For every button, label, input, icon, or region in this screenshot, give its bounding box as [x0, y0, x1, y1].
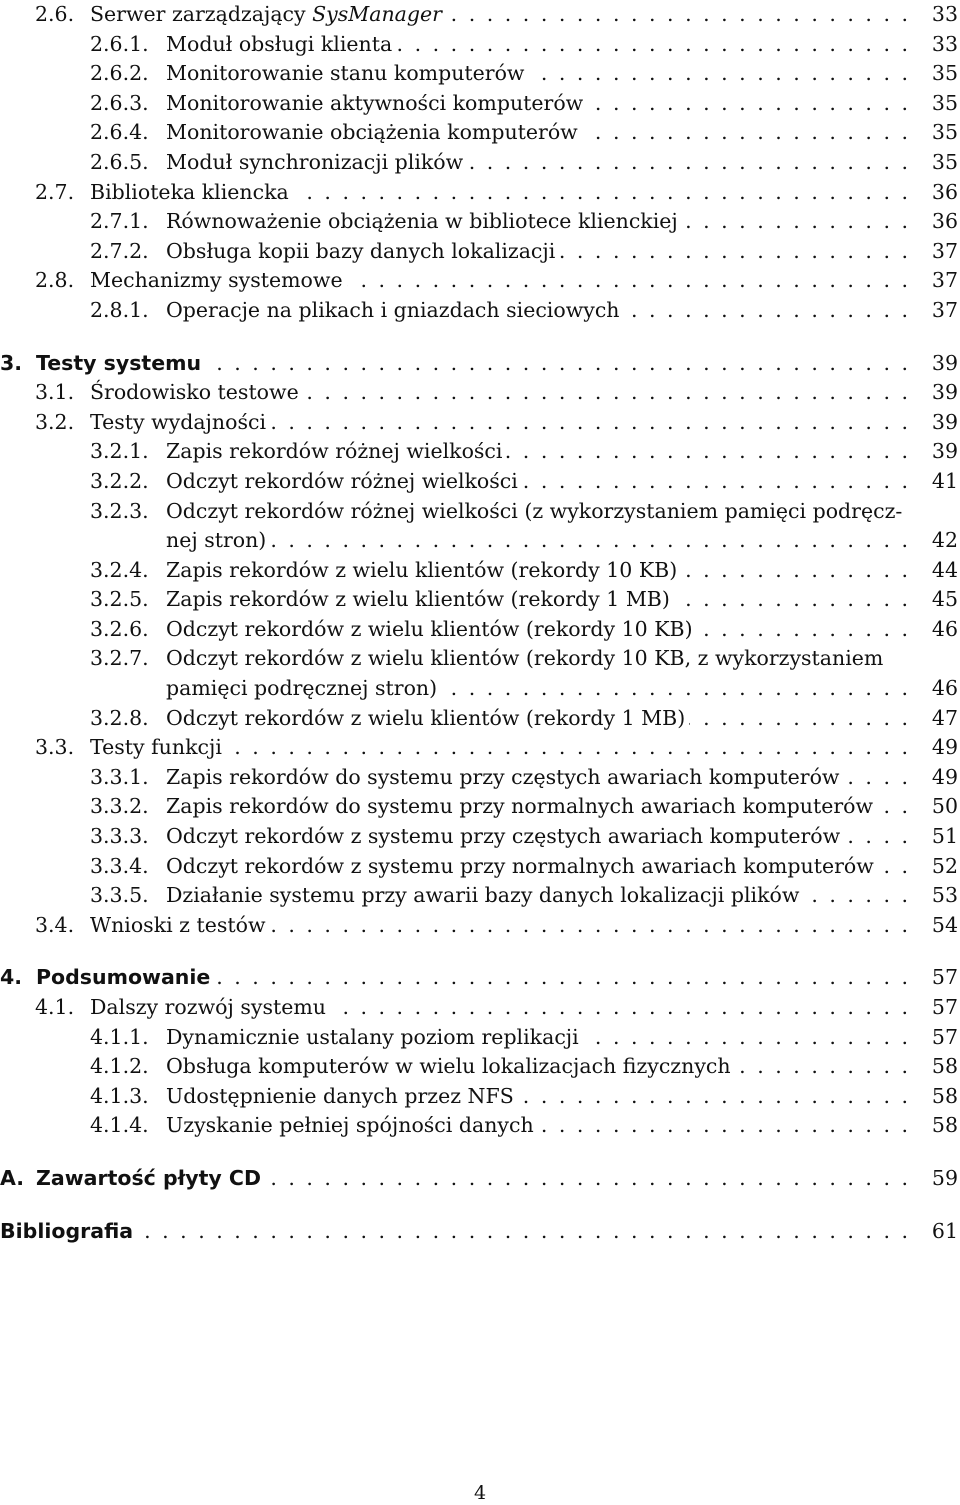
toc-entry[interactable] [0, 1023, 960, 1053]
toc-title: Odczyt rekordów z wielu klientów (rekordy 1 MB) [166, 705, 686, 730]
toc-title: Podsumowanie [36, 965, 211, 990]
leader-dots [270, 526, 908, 556]
toc-title: Wnioski z testów [90, 912, 266, 937]
leader-dots [682, 207, 908, 237]
toc-number: 3.2.6. [90, 616, 149, 641]
leader-dots [674, 585, 908, 615]
leader-dots [270, 408, 908, 438]
toc-title: Odczyt rekordów z wielu klientów (rekordy 10 KB) [166, 616, 693, 641]
toc-number: 2.7.2. [90, 238, 149, 263]
leader-dots [803, 881, 908, 911]
leader-dots [528, 59, 908, 89]
toc-entry[interactable] [0, 30, 960, 60]
toc-page-number: 45 [931, 587, 958, 612]
toc-entry[interactable] [0, 993, 960, 1023]
toc-title: Uzyskanie pełniej spójności danych [166, 1113, 534, 1138]
toc-page-number: 57 [931, 1024, 958, 1049]
toc-entry[interactable] [0, 118, 960, 148]
toc-page-number: 33 [931, 2, 958, 26]
section-gap [0, 940, 960, 963]
leader-dots [226, 733, 908, 763]
leader-dots [205, 349, 908, 379]
leader-dots [697, 615, 908, 645]
toc-chapter-entry[interactable] [0, 1164, 960, 1194]
toc-number: 3.3. [35, 735, 75, 760]
toc-title: Odczyt rekordów z systemu przy częstych awariach komputerów [166, 824, 841, 849]
leader-dots [559, 237, 908, 267]
toc-title: Zapis rekordów do systemu przy częstych awariach komputerów [166, 764, 840, 789]
toc-page-number: 44 [931, 557, 958, 582]
toc-title: Zapis rekordów z wielu klientów (rekordy 1 MB) [166, 587, 670, 612]
leader-dots [624, 296, 908, 326]
toc-entry[interactable] [0, 822, 960, 852]
toc-title-line1: Odczyt rekordów różnej wielkości (z wykorzystaniem pamięci podręcz- [166, 498, 903, 523]
toc-title: Równoważenie obciążenia w bibliotece klienckiej [166, 209, 678, 234]
toc-entry[interactable] [0, 266, 960, 296]
toc-entry[interactable] [0, 296, 960, 326]
toc-entry[interactable] [0, 556, 960, 586]
toc-title: Zapis rekordów z wielu klientów (rekordy 10 KB) [166, 557, 678, 582]
toc-entry[interactable] [0, 615, 960, 645]
toc-entry[interactable] [0, 89, 960, 119]
toc-title: Odczyt rekordów różnej wielkości [166, 468, 518, 493]
toc-title: Obsługa kopii bazy danych lokalizacji [166, 238, 556, 263]
leader-dots [330, 993, 908, 1023]
leader-dots [522, 467, 908, 497]
toc-title-italic: SysManager [312, 2, 442, 26]
toc-number: 3.2.8. [90, 705, 149, 730]
toc-page-number: 49 [931, 735, 958, 760]
toc-title: Mechanizmy systemowe [90, 268, 343, 293]
toc-number: 4.1. [35, 995, 75, 1019]
toc-title-line1: Odczyt rekordów z wielu klientów (rekordy 10 KB, z wykorzystaniem [166, 646, 884, 671]
toc-page-number: 42 [931, 528, 958, 553]
toc-entry[interactable] [0, 1052, 960, 1082]
leader-dots [293, 178, 908, 208]
toc-page-number: 39 [931, 380, 958, 405]
toc-title: Operacje na plikach i gniazdach sieciowych [166, 297, 620, 322]
toc-title-line2: nej stron) [166, 528, 267, 553]
toc-title: Dalszy rozwój systemu [90, 995, 326, 1019]
toc-number: 3.4. [35, 912, 75, 937]
toc-entry[interactable] [0, 792, 960, 822]
toc-page-number: 47 [931, 705, 958, 730]
toc-page-number: 33 [931, 31, 958, 56]
toc-title: Odczyt rekordów z systemu przy normalnych awariach komputerów [166, 853, 874, 878]
toc-page-number: 61 [931, 1218, 958, 1243]
toc-number: 3.1. [35, 380, 75, 405]
toc-page-number: 35 [931, 149, 958, 174]
toc-chapter-entry[interactable] [0, 349, 960, 379]
toc-title: Testy wydajności [90, 409, 267, 434]
leader-dots [689, 704, 908, 734]
toc-page-number: 59 [931, 1165, 958, 1190]
toc-entry[interactable] [0, 408, 960, 438]
toc-number: A. [0, 1165, 25, 1190]
toc-page-number: 46 [931, 676, 958, 701]
toc-entry[interactable] [0, 881, 960, 911]
toc-entry[interactable] [0, 178, 960, 208]
toc-entry[interactable] [0, 437, 960, 467]
toc-title: Serwer zarządzający SysManager [90, 2, 442, 26]
toc-title: Działanie systemu przy awarii bazy danych lokalizacji plików [166, 883, 800, 908]
toc-number: 2.6.4. [90, 120, 149, 145]
leader-dots [843, 763, 908, 793]
leader-dots [582, 118, 908, 148]
toc-entry[interactable] [0, 59, 960, 89]
toc-number: 3.2.3. [90, 498, 149, 523]
toc-number: 4. [0, 965, 23, 990]
toc-entry[interactable] [0, 467, 960, 497]
toc-title: Dynamicznie ustalany poziom replikacji [166, 1024, 579, 1049]
toc-page-number: 35 [931, 61, 958, 86]
leader-dots [446, 0, 908, 30]
toc-entry[interactable] [0, 0, 960, 30]
leader-dots [735, 1052, 908, 1082]
leader-dots [518, 1082, 908, 1112]
leader-dots [137, 1217, 908, 1247]
toc-title: Monitorowanie obciążenia komputerów [166, 120, 578, 145]
toc-number: 3. [0, 350, 23, 375]
toc-page-number: 41 [931, 468, 958, 493]
toc-page-number: 50 [931, 794, 958, 819]
toc-number: 4.1.1. [90, 1024, 149, 1049]
toc-title: Środowisko testowe [90, 380, 299, 405]
toc-page-number: 57 [931, 995, 958, 1019]
toc-number: 4.1.2. [90, 1054, 149, 1079]
toc-number: 2.6.2. [90, 61, 149, 86]
toc-number: 4.1.4. [90, 1113, 149, 1138]
leader-dots [844, 822, 908, 852]
toc-number: 3.3.2. [90, 794, 149, 819]
toc-entry[interactable] [0, 497, 960, 556]
toc-number: 3.2.1. [90, 439, 149, 464]
leader-dots [538, 1111, 908, 1141]
toc-page-number: 35 [931, 120, 958, 145]
toc-entry[interactable] [0, 644, 960, 703]
toc-page-number: 39 [931, 350, 958, 375]
toc-number: 2.6.3. [90, 90, 149, 115]
toc-number: 3.3.4. [90, 853, 149, 878]
leader-dots [265, 1164, 908, 1194]
toc-title: Udostępnienie danych przez NFS [166, 1083, 514, 1108]
toc-number: 2.8.1. [90, 297, 149, 322]
toc-number: 3.2.4. [90, 557, 149, 582]
toc-page-number: 46 [931, 616, 958, 641]
toc-page-number: 35 [931, 90, 958, 115]
toc-page-number: 52 [931, 853, 958, 878]
toc-title: Biblioteka kliencka [90, 179, 289, 204]
toc-title: Bibliografia [0, 1218, 134, 1243]
toc-title: Zawartość płyty CD [36, 1165, 261, 1190]
leader-dots [214, 963, 908, 993]
toc-page-number: 58 [931, 1113, 958, 1138]
toc-page-number: 51 [931, 824, 958, 849]
toc-number: 3.2.5. [90, 587, 149, 612]
toc-page-number: 54 [931, 912, 958, 937]
toc-entry[interactable] [0, 207, 960, 237]
toc-number: 3.2.7. [90, 646, 149, 671]
toc-page-number: 36 [931, 179, 958, 204]
toc-entry[interactable] [0, 237, 960, 267]
leader-dots [583, 1023, 908, 1053]
toc-title: Zapis rekordów do systemu przy normalnych awariach komputerów [166, 794, 874, 819]
toc-page-number: 36 [931, 209, 958, 234]
section-gap [0, 1141, 960, 1164]
toc-page-number: 37 [931, 297, 958, 322]
toc-entry[interactable] [0, 763, 960, 793]
toc-title: Zapis rekordów różnej wielkości [166, 439, 503, 464]
toc-chapter-entry[interactable] [0, 1217, 960, 1247]
toc-number: 3.2. [35, 409, 75, 434]
toc-title: Monitorowanie stanu komputerów [166, 61, 525, 86]
toc-title: Monitorowanie aktywności komputerów [166, 90, 584, 115]
toc-page-number: 53 [931, 883, 958, 908]
toc-page-number: 57 [931, 965, 958, 990]
toc-title: Moduł obsługi klienta [166, 31, 393, 56]
leader-dots [681, 556, 908, 586]
toc-number: 2.6. [35, 2, 75, 26]
toc-title: Moduł synchronizacji plików [166, 149, 464, 174]
toc-number: 3.2.2. [90, 468, 149, 493]
toc-entry[interactable] [0, 148, 960, 178]
leader-dots [587, 89, 908, 119]
toc-number: 2.6.5. [90, 149, 149, 174]
toc-title: Testy funkcji [90, 735, 222, 760]
toc-entry[interactable] [0, 911, 960, 941]
toc-number: 2.8. [35, 268, 75, 293]
toc-title: Obsługa komputerów w wielu lokalizacjach fizycznych [166, 1054, 731, 1079]
toc-entry[interactable] [0, 852, 960, 882]
toc-number: 2.7.1. [90, 209, 149, 234]
toc-page-number: 39 [931, 409, 958, 434]
toc-number: 3.3.3. [90, 824, 149, 849]
leader-dots [441, 674, 908, 704]
toc-entry[interactable] [0, 585, 960, 615]
section-gap [0, 326, 960, 349]
leader-dots [878, 852, 908, 882]
leader-dots [877, 792, 908, 822]
toc-entry[interactable] [0, 704, 960, 734]
toc-page-number: 37 [931, 238, 958, 263]
toc-page-number: 37 [931, 268, 958, 293]
toc-number: 2.6.1. [90, 31, 149, 56]
leader-dots [396, 30, 908, 60]
toc-entry[interactable] [0, 1111, 960, 1141]
toc-chapter-entry[interactable] [0, 963, 960, 993]
toc-number: 3.3.5. [90, 883, 149, 908]
toc-title: Testy systemu [36, 350, 202, 375]
toc-page-number: 49 [931, 764, 958, 789]
toc-number: 3.3.1. [90, 764, 149, 789]
page-number: 4 [473, 1482, 487, 1504]
toc-title-line2: pamięci podręcznej stron) [166, 676, 438, 701]
toc-page-number: 58 [931, 1083, 958, 1108]
toc-entry[interactable] [0, 378, 960, 408]
leader-dots [347, 266, 908, 296]
toc-number: 2.7. [35, 179, 75, 204]
leader-dots [270, 911, 908, 941]
leader-dots [467, 148, 908, 178]
toc-page-number: 39 [931, 439, 958, 464]
leader-dots [303, 378, 908, 408]
toc-number: 4.1.3. [90, 1083, 149, 1108]
toc-entry[interactable] [0, 1082, 960, 1112]
toc-page-number: 58 [931, 1054, 958, 1079]
section-gap [0, 1194, 960, 1217]
toc-entry[interactable] [0, 733, 960, 763]
leader-dots [506, 437, 908, 467]
